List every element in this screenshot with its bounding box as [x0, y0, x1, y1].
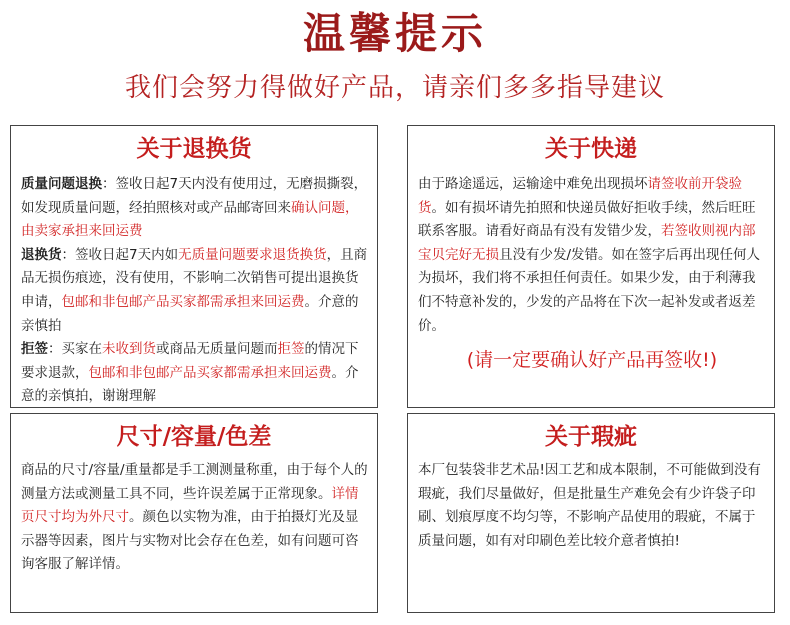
- returns-quality-text: ：签收日起7天内没有使用过，无磨损撕裂，如发现质量问题，经拍照核对或产品邮寄回来: [21, 176, 368, 216]
- shipping-text2: 。如有损坏请先拍照和快递员做好拒收手续，然后旺旺联系客服。请看好商品有没有发错少发，: [418, 199, 756, 240]
- returns-reject-label: 拒签: [21, 341, 48, 358]
- returns-heading: 关于退换货: [136, 136, 252, 162]
- returns-quality-label: 质量问题退换: [21, 176, 102, 192]
- returns-reject-paragraph: [21, 338, 369, 409]
- flaws-text: 本厂包装袋非艺术品!因工艺和成本限制，不可能做到没有瑕疵，我们尽量做好，但是批量生产难免会有少许袋子印刷、划痕厚度不均匀等，不影响产品使用的瑕疵，不属于质量问题，如有对印刷色差比较介意者慎拍!: [418, 462, 761, 549]
- flaws-heading: 关于瑕疵: [545, 424, 637, 450]
- returns-reject-text1: ：买家在: [48, 341, 102, 358]
- shipping-confirm-note: (请一定要确认好产品再签收!): [466, 349, 718, 372]
- returns-body: [21, 173, 369, 409]
- size-text2: 。颜色以实物为准，由于拍摄灯光及显示器等因素，图片与实物对比会存在色差，如有问题可咨询客服了解详情。: [21, 509, 359, 573]
- shipping-text3: 且没有少发/发错。如在签字后再出现任何人为损坏，我们将不承担任何责任。如果少发，由于利薄我们不特意补发的，少发的产品将在下次一起补发或者返差价。: [418, 246, 761, 334]
- page-subtitle: 我们会努力得做好产品，请亲们多多指导建议: [124, 73, 665, 103]
- returns-exchange-label: 退换货: [21, 246, 62, 263]
- flaws-body: [418, 459, 766, 553]
- returns-reject-red1: 未收到货: [102, 341, 156, 358]
- size-red1: 详情页尺寸均为外尺寸: [21, 485, 359, 526]
- returns-reject-text3: 的情况下要求退款，: [21, 341, 359, 381]
- returns-exchange-paragraph: [21, 244, 369, 338]
- returns-reject-red3: 包邮和非包邮产品买家都需承担来回运费: [88, 364, 332, 381]
- size-box: [10, 413, 378, 613]
- returns-exchange-text1: ：签收日起7天内如: [61, 246, 179, 263]
- shipping-box: [407, 125, 775, 408]
- returns-box: [10, 125, 378, 408]
- returns-reject-red2: 拒签: [277, 341, 305, 358]
- size-heading: 尺寸/容量/色差: [116, 424, 272, 450]
- returns-exchange-red2: 包邮和非包邮产品买家都需承担来回运费: [61, 293, 305, 310]
- returns-quality-paragraph: [21, 173, 369, 244]
- page-title: 温馨提示: [302, 9, 487, 58]
- returns-exchange-text3: 。介意的亲慎拍: [21, 293, 359, 334]
- returns-quality-red: 确认问题，由卖家承担来回运费: [21, 199, 359, 240]
- flaws-box: [407, 413, 775, 613]
- size-text1: 商品的尺寸/容量/重量都是手工测测量称重，由于每个人的测量方法或测量工具不同，些许误差属于正常现象。: [21, 462, 368, 502]
- returns-reject-text4: 。介意的亲慎拍，谢谢理解: [21, 364, 359, 405]
- returns-exchange-text2: ，且商品无损伤痕迹，没有使用，不影响二次销售可提出退换货申请，: [21, 246, 368, 310]
- shipping-body: [418, 173, 766, 374]
- shipping-red2: 若签收则视内部宝贝完好无损: [418, 223, 756, 263]
- shipping-red1: 请签收前开袋验货: [418, 176, 742, 216]
- size-body: [21, 459, 369, 577]
- shipping-heading: 关于快递: [545, 136, 637, 162]
- shipping-text1: 由于路途遥远，运输途中难免出现损坏: [418, 176, 648, 192]
- returns-reject-text2: 或商品无质量问题而: [156, 341, 278, 358]
- returns-exchange-red1: 无质量问题要求退货换货: [178, 246, 327, 263]
